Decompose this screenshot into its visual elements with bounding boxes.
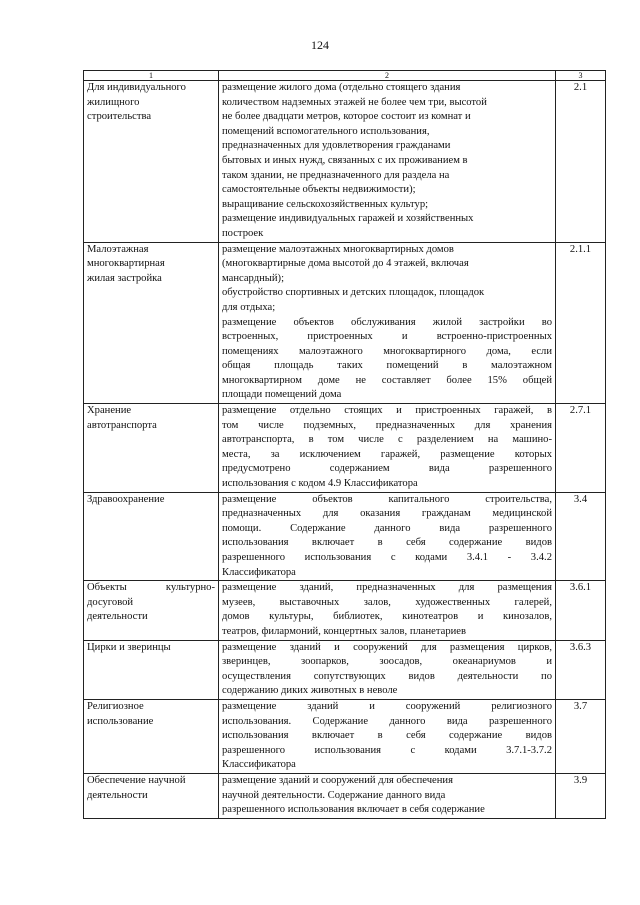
use-type-name — [84, 492, 219, 581]
use-description-line: размещение объектов обслуживания жилой застройки во — [222, 316, 552, 328]
table-row — [84, 404, 606, 493]
use-description-line: домов культуры, библиотек, кинотеатров и кинозалов, — [222, 611, 552, 623]
use-description-line: помещениях малоэтажного многоквартирного дома, если — [222, 345, 552, 357]
use-description-line: размещение зданий, предназначенных для размещения — [222, 582, 552, 594]
use-type-name-line: жилищного — [87, 96, 140, 108]
use-type-name-line: Религиозное — [87, 700, 144, 712]
use-code: 2.7.1 — [556, 404, 606, 493]
use-description-line: количеством надземных этажей не более чем три, высотой — [222, 96, 487, 108]
land-use-table — [83, 70, 606, 819]
use-description — [219, 492, 556, 581]
use-description-line: площади помещений дома — [222, 389, 342, 401]
use-description — [219, 640, 556, 699]
use-type-name-line: многоквартирная — [87, 258, 165, 270]
use-description-line: размещение малоэтажных многоквартирных домов — [222, 243, 454, 255]
use-description-line: размещение зданий и сооружений религиозного — [222, 700, 552, 712]
table-body — [84, 81, 606, 819]
column-header-2: 2 — [219, 71, 556, 81]
use-description-line: содержанию диких животных в неволе — [222, 685, 398, 697]
table-row — [84, 581, 606, 640]
use-description-line: встроенных, пристроенных и встроенно-пристроенных — [222, 331, 552, 343]
use-type-name — [84, 699, 219, 773]
use-description-line: общая площадь таких помещений в малоэтажном — [222, 360, 552, 372]
use-description-line: места, за исключением гаражей, размещение которых — [222, 448, 552, 460]
use-code: 2.1 — [556, 81, 606, 243]
use-type-name-line: деятельности — [87, 789, 148, 801]
use-description-line: (многоквартирные дома высотой до 4 этажей, включая — [222, 258, 469, 270]
use-type-name-line: жилая застройка — [87, 272, 162, 284]
use-description-line: построек — [222, 227, 264, 239]
use-type-name — [84, 242, 219, 404]
use-description-line: многоквартирном доме не составляет более 15% общей — [222, 374, 552, 386]
use-description-line: размещение зданий и сооружений для размещения цирков, — [222, 641, 552, 653]
use-description-line: размещение жилого дома (отдельно стоящего здания — [222, 82, 461, 93]
use-code: 3.7 — [556, 699, 606, 773]
use-type-name — [84, 81, 219, 243]
use-description-line: таком здании, не предназначенного для раздела на — [222, 169, 450, 181]
use-code: 3.4 — [556, 492, 606, 581]
use-description-line: размещение отдельно стоящих и пристроенных гаражей, в — [222, 405, 552, 417]
use-description-line: предназначенных для оказания гражданам медицинской — [222, 508, 552, 520]
column-header-1: 1 — [84, 71, 219, 81]
table-row — [84, 640, 606, 699]
use-description-line: самостоятельные объекты недвижимости); — [222, 184, 416, 196]
use-description-line: выращивание сельскохозяйственных культур; — [222, 198, 429, 210]
use-type-name — [84, 773, 219, 818]
use-type-name — [84, 640, 219, 699]
table-row — [84, 699, 606, 773]
use-description — [219, 404, 556, 493]
use-type-name-line: Цирки и зверинцы — [87, 641, 171, 653]
use-type-name-line: Малоэтажная — [87, 243, 149, 255]
use-description-line: размещение зданий и сооружений для обеспечения — [222, 774, 453, 786]
use-description-line: использования. Содержание данного вида разрешенного — [222, 715, 552, 727]
use-type-name-line: Обеспечение научной — [87, 774, 186, 786]
use-description-line: обустройство спортивных и детских площадок, площадок — [222, 287, 485, 299]
use-description-line: предназначенных для удовлетворения гражданами — [222, 140, 451, 152]
use-description — [219, 242, 556, 404]
use-code: 2.1.1 — [556, 242, 606, 404]
use-type-name-line: автотранспорта — [87, 419, 157, 431]
use-description-line: разрешенного использования с кодами 3.4.1 - 3.4.2 — [222, 552, 552, 563]
use-description — [219, 699, 556, 773]
table-header-row — [84, 71, 606, 81]
table-row — [84, 242, 606, 404]
page-number: 124 — [311, 38, 329, 52]
use-description-line: автотранспорта, в том числе с разделением на машино- — [222, 434, 552, 446]
use-description-line: использования с кодом 4.9 Классификатора — [222, 478, 418, 490]
use-description-line: помещений вспомогательного использования, — [222, 125, 430, 137]
use-description-line: предусмотрено содержанием вида разрешенного — [222, 463, 552, 475]
table-row — [84, 492, 606, 581]
use-description-line: использования включает в себя содержание видов — [222, 730, 552, 742]
use-description — [219, 81, 556, 243]
use-description-line: осуществления сопутствующих видов деятельности по — [222, 670, 552, 682]
use-type-name-line: деятельности — [87, 611, 148, 623]
use-description — [219, 581, 556, 640]
use-description-line: зверинцев, зоопарков, зоосадов, океанариумов и — [222, 656, 552, 668]
use-description-line: музеев, выставочных залов, художественных галерей, — [222, 596, 552, 608]
use-description-line: размещение объектов капитального строительства, — [222, 493, 552, 505]
use-description-line: для отдыха; — [222, 301, 276, 313]
use-description-line: бытовых и иных нужд, связанных с их проживанием в — [222, 154, 468, 166]
use-description-line: Классификатора — [222, 566, 296, 578]
use-type-name-line: досуговой — [87, 596, 134, 608]
use-description-line: помощи. Содержание данного вида разрешенного — [222, 522, 552, 534]
use-description-line: театров, филармоний, концертных залов, планетариев — [222, 625, 466, 637]
use-type-name — [84, 581, 219, 640]
column-header-3: 3 — [556, 71, 606, 81]
use-type-name-line: использование — [87, 715, 154, 727]
use-description-line: не более двадцати метров, которое состоит из комнат и — [222, 111, 471, 123]
use-description-line: разрешенного использования с кодами 3.7.1-3.7.2 — [222, 744, 552, 756]
use-description — [219, 773, 556, 818]
use-description-line: Классификатора — [222, 759, 296, 771]
table-row — [84, 81, 606, 243]
use-description-line: размещение индивидуальных гаражей и хозяйственных — [222, 213, 474, 225]
use-description-line: научной деятельности. Содержание данного вида — [222, 789, 446, 801]
table-row — [84, 773, 606, 818]
use-type-name-line: Хранение — [87, 405, 132, 417]
use-description-line: мансардный); — [222, 272, 285, 284]
use-description-line: том числе подземных, предназначенных для хранения — [222, 419, 552, 431]
use-code: 3.6.1 — [556, 581, 606, 640]
use-type-name-line: Здравоохранение — [87, 493, 165, 505]
use-type-name-line: Для индивидуального — [87, 82, 186, 93]
use-code: 3.9 — [556, 773, 606, 818]
use-code: 3.6.3 — [556, 640, 606, 699]
use-description-line: разрешенного использования включает в себя содержание — [222, 804, 485, 816]
use-type-name-line: строительства — [87, 111, 152, 123]
use-type-name — [84, 404, 219, 493]
use-description-line: использования включает в себя содержание видов — [222, 537, 552, 549]
use-type-name-line: Объекты культурно- — [87, 582, 215, 594]
